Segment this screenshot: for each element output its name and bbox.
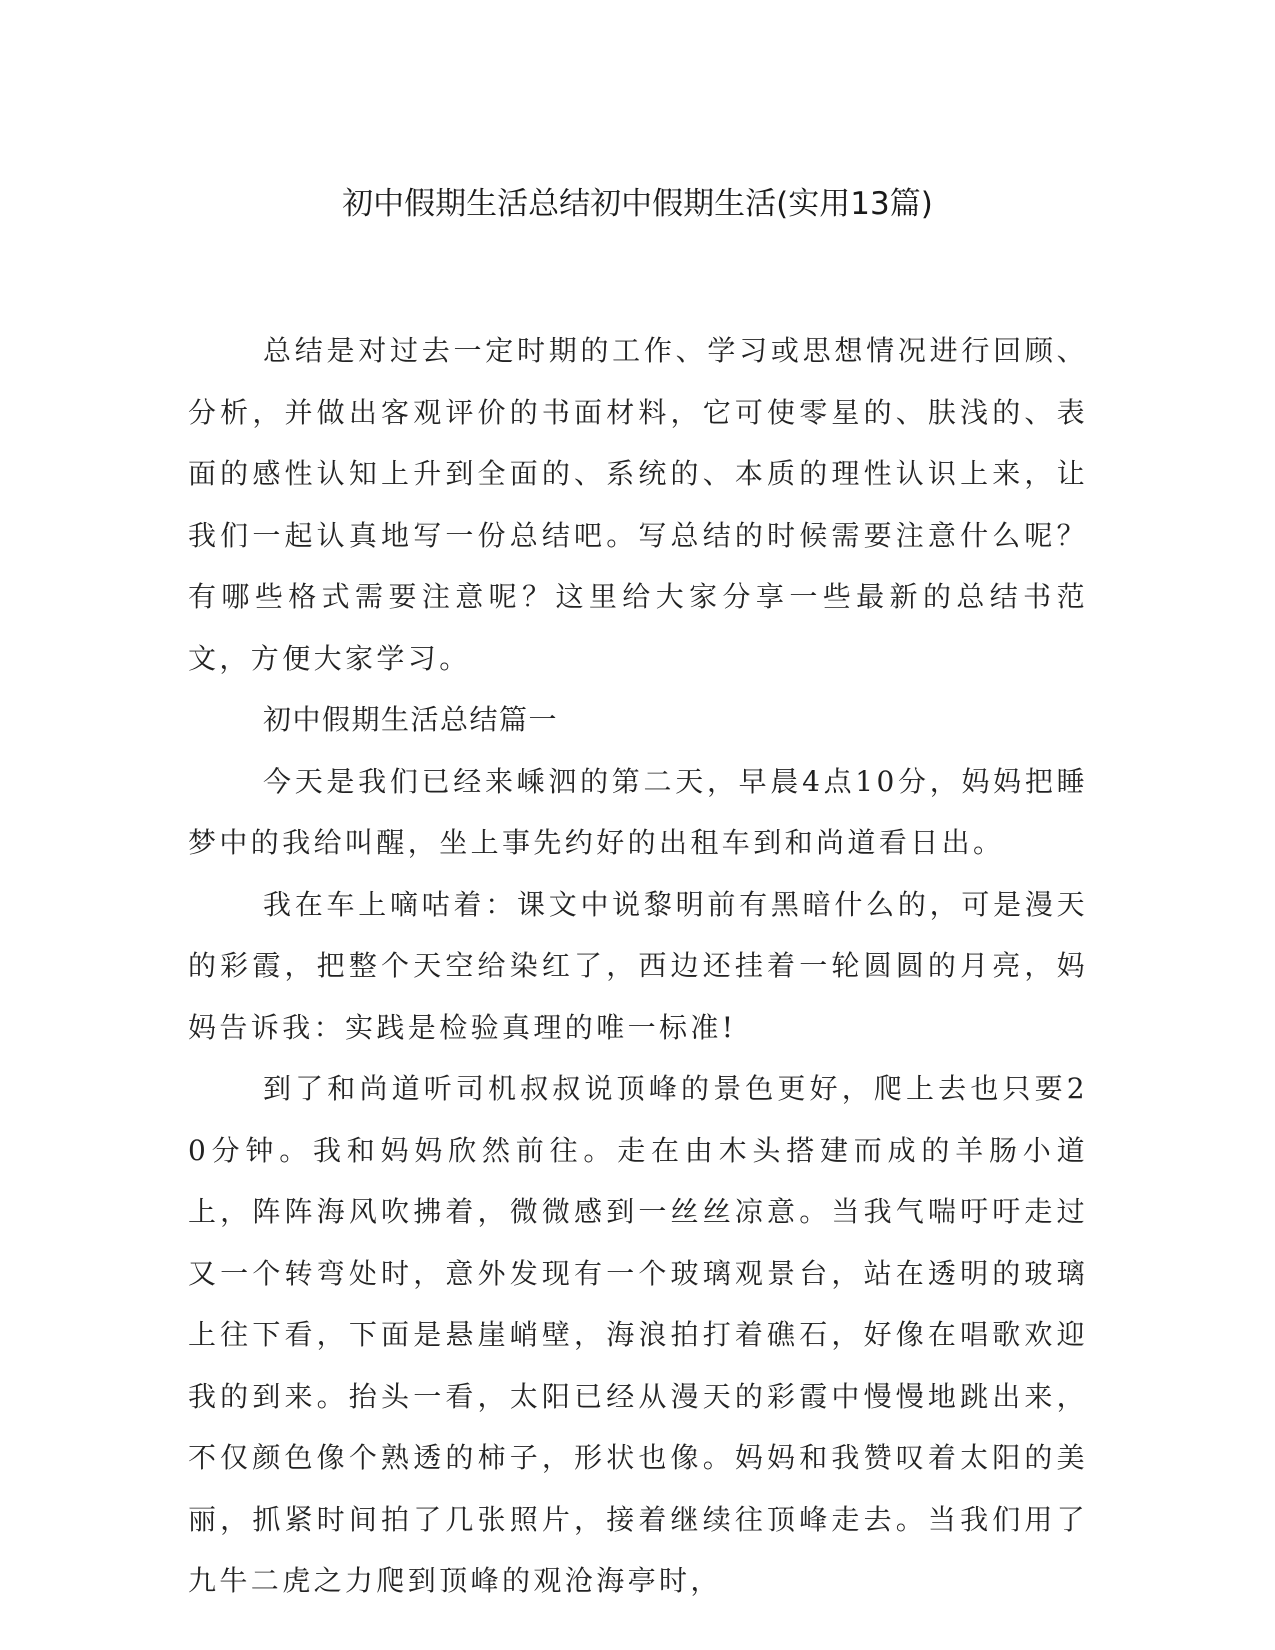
document-body: [188, 320, 1088, 1612]
document-title: 初中假期生活总结初中假期生活(实用13篇): [342, 186, 933, 222]
body-paragraph: 到了和尚道听司机叔叔说顶峰的景色更好，爬上去也只要20分钟。我和妈妈欣然前往。走在由木头搭建而成的羊肠小道上，阵阵海风吹拂着，微微感到一丝丝凉意。当我气喘吁吁走过又一个转弯处时，意外发现有一个玻璃观景台，站在透明的玻璃上往下看，下面是悬崖峭壁，海浪拍打着礁石，好像在唱歌欢迎我的到来。抬头一看，太阳已经从漫天的彩霞中慢慢地跳出来，不仅颜色像个熟透的柿子，形状也像。妈妈和我赞叹着太阳的美丽，抓紧时间拍了几张照片，接着继续往顶峰走去。当我们用了九牛二虎之力爬到顶峰的观沧海亭时，: [188, 1072, 1088, 1597]
body-paragraph: 今天是我们已经来嵊泗的第二天，早晨4点10分，妈妈把睡梦中的我给叫醒，坐上事先约好的出租车到和尚道看日出。: [188, 764, 1088, 859]
body-paragraph: 我在车上嘀咕着：课文中说黎明前有黑暗什么的，可是漫天的彩霞，把整个天空给染红了，西边还挂着一轮圆圆的月亮，妈妈告诉我：实践是检验真理的唯一标准!: [188, 887, 1088, 1044]
intro-paragraph: 总结是对过去一定时期的工作、学习或思想情况进行回顾、分析，并做出客观评价的书面材料，它可使零星的、肤浅的、表面的感性认知上升到全面的、系统的、本质的理性认识上来，让我们一起认真地写一份总结吧。写总结的时候需要注意什么呢？有哪些格式需要注意呢？这里给大家分享一些最新的总结书范文，方便大家学习。: [188, 334, 1088, 675]
section-heading: 初中假期生活总结篇一: [263, 703, 559, 736]
